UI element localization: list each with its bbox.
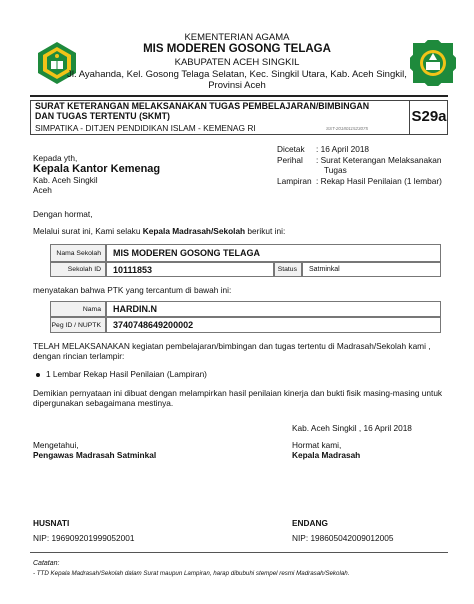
lampiran-value: : Rekap Hasil Penilaian (1 lembar) (316, 176, 442, 186)
right-signer-title-1: Hormat kami, (292, 440, 342, 450)
right-signer-name: ENDANG (292, 518, 328, 528)
ptk-name-label: Nama (50, 301, 106, 317)
paragraph-1-line-1: TELAH MELAKSANAKAN kegiatan pembelajaran/bimbingan dan tugas tertentu di Madrasah/Sekolah kami , (33, 341, 431, 351)
form-code: S29a (411, 108, 447, 125)
title-line-1: SURAT KETERANGAN MELAKSANAKAN TUGAS PEMBELAJARAN/BIMBINGAN (35, 101, 370, 111)
paragraph-1-line-2: dengan rincian terlampir: (33, 351, 125, 361)
ptk-id-label: Peg ID / NUPTK (50, 317, 106, 333)
address-line-1: Jl. Ayahanda, Kel. Gosong Telaga Selatan, Kec. Singkil Utara, Kab. Aceh Singkil, (67, 69, 407, 80)
school-id-value: 10111853 (106, 262, 274, 277)
lampiran-label: Lampiran (277, 176, 312, 186)
paragraph-2-line-2: dipergunakan sebagaimana mestinya. (33, 398, 174, 408)
madrasah-logo-right (410, 40, 456, 86)
ptk-intro: menyatakan bahwa PTK yang tercantum di bawah ini: (33, 285, 232, 295)
notes-divider (30, 552, 448, 553)
recipient-line-3: Aceh (33, 185, 52, 195)
bullet-icon (36, 373, 40, 377)
paragraph-2-line-1: Demikian pernyataan ini dibuat dengan melampirkan hasil penilaian kinerja dan bukti fisik masing-masing untuk (33, 388, 443, 398)
dicetak-value: : 16 April 2018 (316, 144, 370, 154)
left-signer-nip: NIP: 196909201999052001 (33, 533, 135, 543)
right-signer-title-2: Kepala Madrasah (292, 450, 361, 460)
district-name: KABUPATEN ACEH SINGKIL (174, 57, 300, 68)
perihal-label: Perihal (277, 155, 303, 165)
attachment-bullet: 1 Lembar Rekap Hasil Penilaian (Lampiran) (46, 369, 207, 379)
perihal-value-1: : Surat Keterangan Melaksanakan (316, 155, 442, 165)
school-name-value: MIS MODEREN GOSONG TELAGA (106, 244, 441, 262)
school-id-label: Sekolah ID (50, 262, 106, 277)
left-signer-title-2: Pengawas Madrasah Satminkal (33, 450, 157, 460)
recipient-greeting: Kepada yth, (33, 153, 78, 163)
right-signer-nip: NIP: 198605042009012005 (292, 533, 394, 543)
header-divider (30, 95, 448, 97)
place-date: Kab. Aceh Singkil , 16 April 2018 (292, 423, 412, 433)
address-line-2: Provinsi Aceh (208, 80, 266, 91)
perihal-value-2: Tugas (324, 165, 347, 175)
left-signer-name: HUSNATI (33, 518, 70, 528)
school-name-label: Nama Sekolah (50, 244, 106, 262)
document-subtitle: SIMPATIKA - DITJEN PENDIDIKAN ISLAM - KEMENAG RI (35, 123, 256, 133)
salutation: Dengan hormat, (33, 209, 93, 219)
document-title (35, 102, 405, 121)
school-name: MIS MODEREN GOSONG TELAGA (143, 43, 331, 55)
recipient-line-2: Kab. Aceh Singkil (33, 175, 98, 185)
status-value: Satminkal (302, 262, 441, 277)
title-line-2: DAN TUGAS TERTENTU (SKMT) (35, 110, 170, 121)
intro-suffix: berikut ini: (245, 226, 286, 236)
intro-bold: Kepala Madrasah/Sekolah (142, 226, 246, 236)
intro-paragraph (33, 226, 285, 236)
reference-code: SST-2018011523075 (326, 126, 369, 131)
recipient-name: Kepala Kantor Kemenag (33, 163, 161, 175)
ptk-name-value: HARDIN.N (106, 301, 441, 317)
dicetak-label: Dicetak (277, 144, 305, 154)
intro-prefix: Melalui surat ini, Kami selaku (33, 226, 143, 236)
notes-line-1: - TTD Kepala Madrasah/Sekolah dalam Surat maupun Lampiran, harap dibubuhi stempel resmi Madrasah/Sekolah. (33, 570, 350, 577)
left-signer-title-1: Mengetahui, (33, 440, 79, 450)
notes-heading: Catatan: (33, 560, 60, 567)
ministry-name: KEMENTERIAN AGAMA (184, 32, 290, 43)
ptk-id-value: 3740748649200002 (106, 317, 441, 333)
status-label: Status (274, 262, 302, 277)
